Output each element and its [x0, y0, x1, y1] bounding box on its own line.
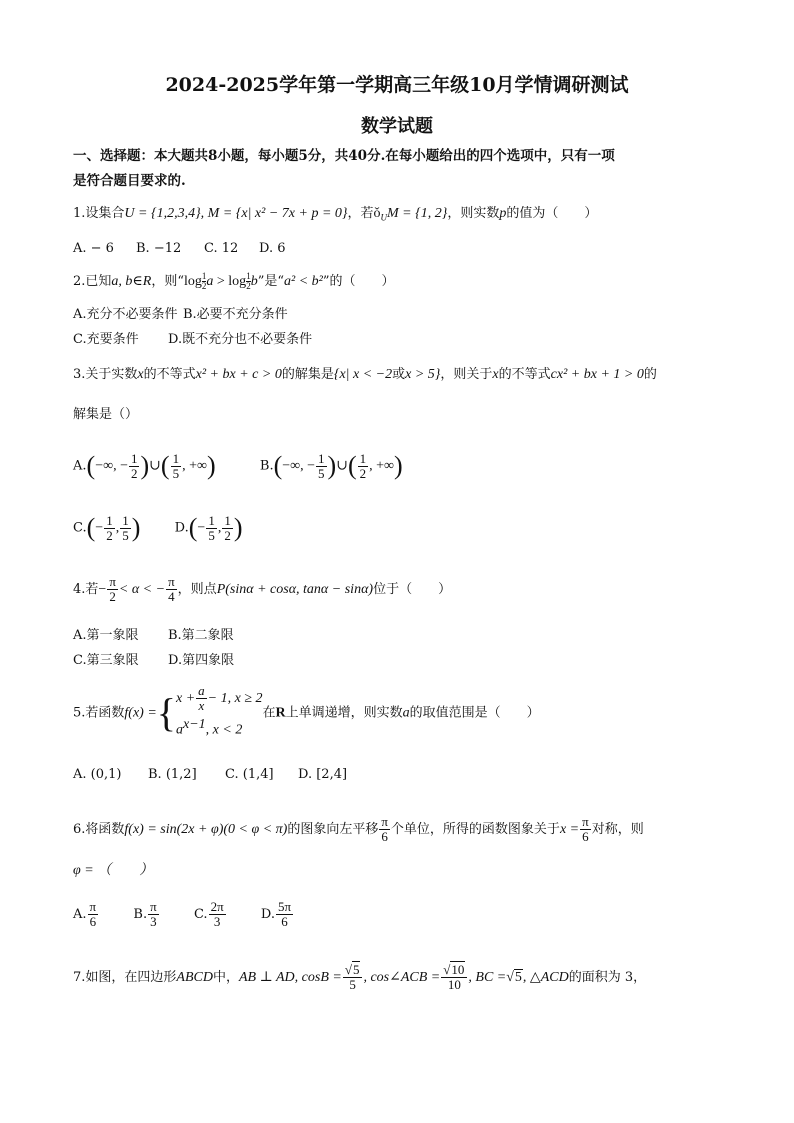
q3-mid2: 的解集是 [281, 367, 334, 382]
exam-title: 2024-2025学年第一学期高三年级10月学情调研测试 [165, 74, 629, 96]
q7-mid: 中， [212, 970, 239, 985]
question-4: 4.若− $\frac{\pi}{2}$ < α < − $\frac{\pi}{4}$ ，则点P(sinα + cosα, tanα − sinα)位于（ ） [73, 574, 452, 604]
question-3 [73, 366, 657, 384]
q5-mid2: 上单调递增，则实数 [285, 705, 403, 721]
q1-option-a: A. − 6 [73, 241, 114, 256]
q1-mid: ，若 [347, 206, 374, 221]
q5-piece2b: , x < 2 [205, 722, 243, 738]
question-6: 6.将函数f(x) = sin(2x + φ)(0 < φ < π)的图象向左平移 $\frac{\pi}{6}$ 个单位，所得的函数图象关于x = $\frac{\pi}{6}$ 对称，则 [73, 814, 644, 844]
q7-cond3: , BC = [468, 970, 507, 985]
q7-cond1: AB ⊥ AD, cosB = [238, 970, 342, 985]
q3-mid4: 的不等式 [498, 367, 551, 382]
q5-piecewise: x + $\frac{a}{x}$ − 1, x ≥ 2 $a^{x-1}$, x < 2 [175, 683, 263, 738]
question-5: 5.若函数f(x) ={ x + $\frac{a}{x}$ − 1, x ≥ 2 $a^{x-1}$, x < 2 在R上单调递增，则实数a的取值范围是（ ） [73, 683, 540, 744]
q4-point: P(sinα + cosα, tanα − sinα) [216, 582, 374, 597]
section-header-line2: 是符合题目要求的. [73, 173, 186, 189]
q5-options [73, 766, 347, 784]
q1-option-d: D. 6 [259, 241, 286, 256]
q1-complement: ǒ [373, 206, 381, 221]
q6-option-d: D. [260, 907, 276, 922]
q3-ineq2: cx² + bx + 1 > 0 [550, 367, 644, 382]
q3-option-c-label: C. [73, 520, 87, 536]
q3-options-row1: A.(−∞, − $\frac{1}{2}$ )∪( $\frac{1}{5}$ , +∞) B.(−∞, − $\frac{1}{5}$ )∪( $\frac{1}{2}$ , +∞) [73, 450, 403, 481]
q2-options-row1 [73, 306, 288, 324]
q5-option-c: C. (1,4] [225, 767, 274, 782]
question-1 [73, 205, 597, 227]
q2-option-b: B.必要不充分条件 [183, 307, 288, 322]
q4-option-d: D.第四象限 [168, 653, 235, 668]
q7-abcd: ABCD [176, 970, 213, 985]
q5-prefix: 5.若函数 [73, 705, 125, 721]
q4-prefix: 4.若 [73, 582, 99, 597]
question-7: 7.如图，在四边形ABCD中，AB ⊥ AD, cosB = $\frac{√5}{5}$ , cos∠ACB = $\frac{√10}{10}$ , BC =√5, △ACD的面积为 3， [73, 962, 647, 992]
q4-end: 位于（ ） [373, 582, 452, 597]
q6-phi: φ = （ ） [73, 863, 154, 878]
q6-end: 对称，则 [591, 822, 644, 837]
q5-piece2-exp: x−1 [182, 717, 206, 733]
q6-xeq: x = [559, 822, 580, 837]
question-2: 2.已知a, b∈R，则“log $\frac{1}{2}$ a > log $\frac{1}{2}$ b”是“a² < b²”的（ ） [73, 271, 395, 291]
q4-option-c: C.第三象限 [73, 653, 139, 668]
q6-option-c: C. [193, 907, 208, 922]
q2-option-c: C.充要条件 [73, 332, 139, 347]
q5-piece1: x + [175, 691, 196, 707]
q2-quote-left: “ [177, 274, 184, 289]
q3-line2: 解集是（） [73, 407, 139, 422]
q5-end: 的取值范围是（ ） [409, 705, 540, 721]
q5-piece2: a [175, 722, 183, 738]
q6-options: A. $\frac{\pi}{6}$ B. $\frac{\pi}{3}$ C. $\frac{2\pi}{3}$ D. $\frac{5\pi}{6}$ [73, 899, 292, 929]
q1-prefix: 1.设集合 [73, 206, 125, 221]
q5-option-a: A. (0,1) [73, 767, 122, 782]
q2-option-d: D.既不充分也不必要条件 [168, 332, 313, 347]
q7-prefix: 7.如图，在四边形 [73, 970, 177, 985]
q3-mid3: ，则关于 [440, 367, 493, 382]
q2-mid: ，则 [151, 274, 178, 289]
q5-R: R [275, 705, 286, 721]
q5-mid: 在 [262, 705, 276, 721]
q3-set2: x > 5} [405, 367, 441, 382]
q3-or: 或 [392, 367, 406, 382]
q6-line2 [73, 862, 153, 880]
q7-cond4: , △ACD [522, 970, 569, 985]
q4-option-b: B.第二象限 [168, 628, 234, 643]
q5-var: a [402, 705, 410, 721]
q5-fx: f(x) = [124, 705, 157, 721]
q2-cond2: a² < b² [284, 274, 323, 289]
q2-cond: a, b∈R [111, 274, 152, 289]
q2-option-a: A.充分不必要条件 [73, 307, 178, 322]
q2-quote-right: ” [257, 274, 265, 289]
q3-ineq1: x² + bx + c > 0 [195, 367, 282, 382]
q3-option-d-label: D. [174, 520, 189, 536]
q4-option-a: A.第一象限 [73, 628, 139, 643]
q1-option-c: C. 12 [204, 241, 239, 256]
q6-option-a: A. [73, 907, 87, 922]
q4-mid: ，则点 [177, 582, 217, 597]
q3-mid1: 的不等式 [143, 367, 196, 382]
q4-options-row1 [73, 627, 234, 645]
q6-mid: 的图象向左平移 [287, 822, 379, 837]
q6-prefix: 6.将函数 [73, 822, 125, 837]
q3-prefix: 3.关于实数 [73, 367, 138, 382]
q2-is: 是 [264, 274, 278, 289]
q3-mid5: 的 [643, 367, 657, 382]
q1-sets: U = {1,2,3,4}, M = {x| x² − 7x + p = 0} [124, 206, 348, 221]
q6-mid2: 个单位，所得的函数图象关于 [390, 822, 560, 837]
q7-cond2: , cos∠ACB = [363, 970, 441, 985]
q1-suffix: ，则实数 [447, 206, 500, 221]
section-header-line1: 一、选择题：本大题共8小题，每小题5分，共40分.在每小题给出的四个选项中，只有一项 [73, 148, 615, 164]
q5-option-d: D. [2,4] [298, 767, 348, 782]
q3-var: x [137, 367, 144, 382]
q5-piece1b: − 1, x ≥ 2 [207, 691, 263, 707]
q3-options-row2: C.(− $\frac{1}{2}$ , $\frac{1}{5}$ ) D.(− $\frac{1}{5}$ , $\frac{1}{2}$ ) [73, 512, 243, 543]
q6-func: f(x) = sin(2x + φ)(0 < φ < π) [124, 822, 288, 837]
q3-option-a-label: A. [73, 458, 87, 474]
q1-complement-sub: U [380, 212, 388, 223]
q2-options-row2 [73, 331, 312, 349]
q1-option-b: B. −12 [136, 241, 182, 256]
q6-option-b: B. [133, 907, 148, 922]
q1-var: p [499, 206, 507, 221]
q1-options [73, 240, 286, 258]
q4-options-row2 [73, 652, 234, 670]
q2-prefix: 2.已知 [73, 274, 112, 289]
exam-subtitle: 数学试题 [361, 116, 433, 137]
q2-end: 的（ ） [329, 274, 395, 289]
q5-option-b: B. (1,2] [148, 767, 197, 782]
q3-set: {x| x < −2 [333, 367, 393, 382]
q1-end: 的值为（ ） [506, 206, 598, 221]
q3-option-b-label: B. [259, 458, 274, 474]
q7-end: 的面积为 3， [568, 970, 647, 985]
q1-m-eq: M = {1, 2} [387, 206, 448, 221]
q3-var2: x [492, 367, 499, 382]
